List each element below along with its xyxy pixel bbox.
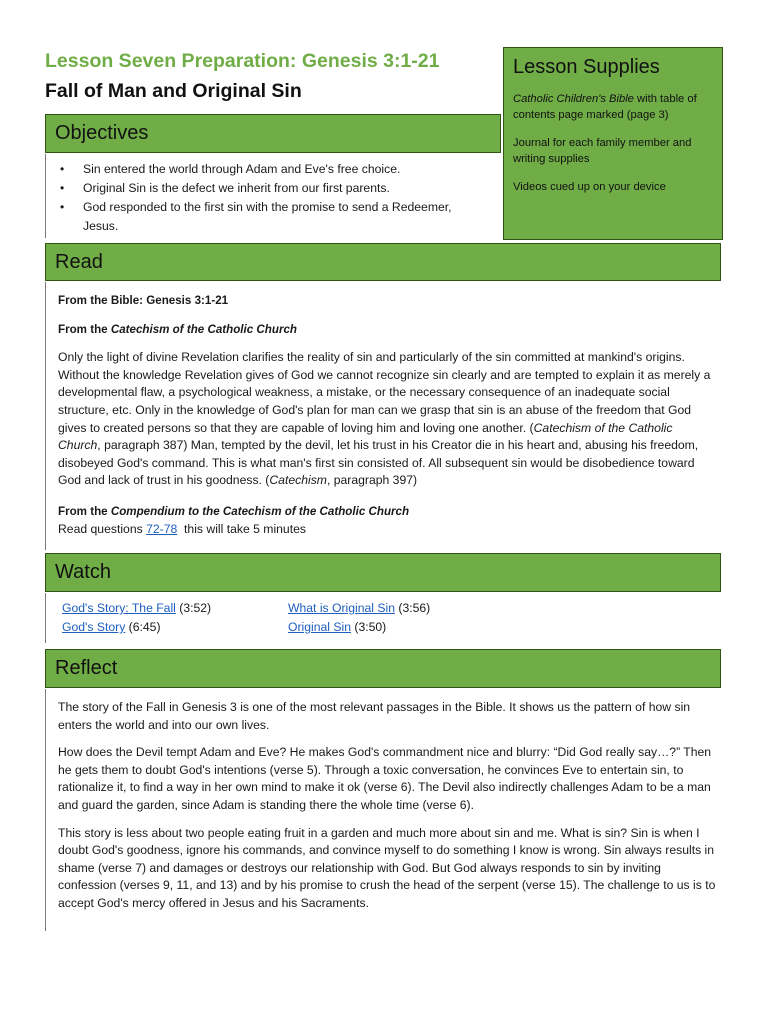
lesson-title: Lesson Seven Preparation: Genesis 3:1-21	[45, 50, 440, 72]
lesson-subtitle: Fall of Man and Original Sin	[45, 80, 302, 102]
objective-item: • Original Sin is the defect we inherit from our first parents.	[58, 179, 488, 198]
watch-heading: Watch	[45, 553, 721, 592]
reflect-paragraph: This story is less about two people eating fruit in a garden and much more about sin and me. What is sin? Sin is when I doubt God's goodness, ignore his commands, and convince myself to do something I know is wrong. Sin always results in shame (verse 7) and damages or destroys our relationship with God. But God always responds to sin by inviting confession (verses 9, 11, and 13) and by his promise to crush the head of the serpent (verse 15). The challenge to us is to accept God's mercy offered in Jesus and his Sacraments.	[58, 825, 716, 910]
watch-left-rule	[45, 593, 46, 643]
video-link-gods-story[interactable]: God's Story	[62, 620, 126, 634]
supply-bible: Catholic Children's Bible with table of contents page marked (page 3)	[513, 93, 697, 121]
questions-link[interactable]: 72-78	[146, 521, 178, 536]
reflect-paragraph: The story of the Fall in Genesis 3 is one of the most relevant passages in the Bible. It shows us the pattern of how sin enters the world and into our own lives.	[58, 700, 691, 732]
bible-reference: From the Bible: Genesis 3:1-21	[58, 294, 229, 307]
video-item: What is Original Sin (3:56)	[288, 601, 431, 615]
watch-video-column-right	[288, 599, 430, 637]
read-heading: Read	[45, 243, 721, 281]
objectives-heading: Objectives	[45, 114, 501, 153]
objective-item: • Sin entered the world through Adam and Eve's free choice.	[58, 160, 488, 179]
catechism-label: From the Catechism of the Catholic Church	[58, 322, 297, 336]
reflect-paragraph: How does the Devil tempt Adam and Eve? He makes God's commandment nice and blurry: “Did God really say…?” Then he gets them to doubt God's intentions (verse 5). Through a toxic conversation, he convinces Eve to entertain sin, to rationalize it, to find a way in her own mind to make it ok (verse 6). The Devil also indirectly challenges Adam to be a man and guard the garden, since Adam is standing there the whole time (verse 6).	[58, 745, 712, 812]
objective-item: • God responded to the first sin with the promise to send a Redeemer, Jesus.	[58, 198, 488, 236]
video-link-original-sin[interactable]: Original Sin	[288, 620, 351, 634]
video-item: Original Sin (3:50)	[288, 620, 387, 634]
objectives-list	[58, 160, 488, 236]
video-item: God's Story (6:45)	[62, 620, 161, 634]
read-section	[58, 292, 718, 546]
video-link-gods-story-the-fall[interactable]: God's Story: The Fall	[62, 601, 176, 615]
catechism-excerpt: Only the light of divine Revelation clarifies the reality of sin and particularly of the sin committed at mankind's origins. Without the knowledge Revelation gives of God we cannot recognize sin clearly and are tempted to explain it as merely a developmental flaw, a psychological weakness, a mistake, or the necessary consequence of an inadequate social structure, etc. Only in the knowledge of God's plan for man can we grasp that sin is an abuse of the freedom that God gives to created persons so that they are capable of loving him and loving one another. (Catechism of the Catholic Church, paragraph 387) Man, tempted by the devil, let his trust in his Creator die in his heart and, abusing his freedom, disobeyed God's command. This is what man's first sin consisted of. All subsequent sin would be disobedience toward God and lack of trust in his goodness. (Catechism, paragraph 397)	[58, 350, 711, 488]
reflect-section	[58, 699, 718, 921]
video-item: God's Story: The Fall (3:52)	[62, 601, 212, 615]
video-link-what-is-original-sin[interactable]: What is Original Sin	[288, 601, 396, 615]
read-questions: Read questions 72-78 this will take 5 minutes	[58, 521, 306, 536]
reflect-heading: Reflect	[45, 649, 721, 688]
watch-video-column-left	[62, 599, 211, 637]
read-left-rule	[45, 282, 46, 550]
reflect-left-rule	[45, 689, 46, 931]
lesson-supplies-heading: Lesson Supplies	[513, 56, 660, 78]
compendium-label: From the Compendium to the Catechism of the Catholic Church	[58, 504, 410, 518]
objectives-left-rule	[45, 154, 46, 238]
lesson-supplies-box	[503, 47, 723, 240]
supply-journal: Journal for each family member and writing supplies	[513, 137, 692, 165]
supply-videos: Videos cued up on your device	[513, 181, 666, 193]
